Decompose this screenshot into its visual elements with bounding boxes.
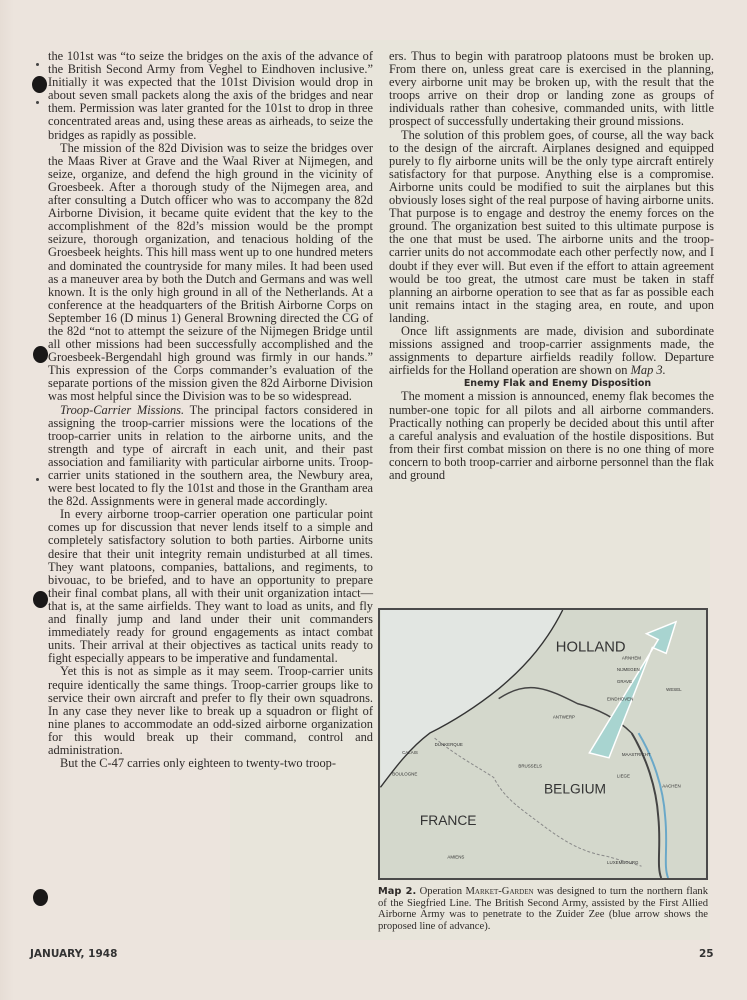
label-city: CALAIS <box>402 749 418 755</box>
label-city: BOULOGNE <box>392 771 418 777</box>
right-column <box>389 50 714 482</box>
paragraph: the 101st was “to seize the bridges on the axis of the advance of the British Second Army from Veghel to Eindhoven inclusive.” Initially it was expected that the 101st Division would drop in about seven small packets along the axis of the bridges and near them. Permission was later granted for the 101st to drop in three concentrated areas and, using these areas as airheads, to seize the bridges as rapidly as possible. <box>48 49 373 142</box>
map-figure <box>378 608 708 880</box>
label-city: LIEGE <box>616 773 630 779</box>
left-column <box>48 50 373 770</box>
label-city: NIJMEGEN <box>616 667 640 673</box>
punch-hole <box>32 76 47 93</box>
paragraph-text: The principal factors considered in assigning the troop-carrier missions were the locations of the troop-carrier units in relation to the airborne units, and the strength and type of aircraft in each unit, and their past association and familiarity with particular airborne units. Troop-carrier units stationed in the southern area, the Newbury area, were best located to fly the 101st and those in the Grantham area the 82d. Assignments were in general made accordingly. <box>48 402 373 509</box>
paragraph: In every airborne troop-carrier operation one particular point comes up for discussion that never lends itself to a simple and completely satisfactory solution to both parties. Airborne units desire that their unit integrity remain undisturbed at all times. They want platoons, companies, battalions, and regiments, to bivouac, to be briefed, and to have an opportunity to prepare their final combat plans, all with their unit organization intact—that is, at the same airfields. They want to load as units, and fly and finally jump and land under their unit commanders immediately ready for ground engagements as intact combat units. Their arrival at their objectives as tactical units ready to fight especially appears to be imperative and fundamental. <box>48 507 373 666</box>
label-city: ANTWERP <box>552 714 575 720</box>
punch-hole <box>33 346 48 363</box>
paragraph: The solution of this problem goes, of course, all the way back to the design of the aircraft. Airplanes designed and equipped purely to fly airborne units will be the only type aircraft entirely satisfactory for that purpose. Anything else is a compromise. Airborne units could be modified to suit the airplanes but this obviously loses sight of the real purpose of having airborne units. That purpose is to engage and destroy the enemy forces on the ground. The organization best suited to this ultimate purpose is the one that must be used. The airborne units and the troop-carrier units do not accommodate each other perfectly now, and I doubt if they ever will. But even if the effort to attain agreement would be too great, the utmost care must be taken in staff planning an airborne operation to see that as far as possible each unit remains intact in the staging area, en route, and upon landing. <box>389 127 714 325</box>
paragraph <box>389 325 714 377</box>
caption-text: was designed to turn the northern flank of the Siegfried Line. The British Second Army, assisted by the First Allied Airborne Army was to penetrate to the Zuider Zee (blue arrow shows the proposed line of advance). <box>378 886 708 932</box>
label-belgium: BELGIUM <box>543 781 607 797</box>
mark-dot <box>36 63 39 66</box>
label-city: BRUSSELS <box>518 763 542 769</box>
label-city: MAASTRICHT <box>621 751 651 757</box>
footer-date: JANUARY, 1948 <box>30 948 118 960</box>
caption-text: Operation <box>416 886 466 897</box>
paragraph: The mission of the 82d Division was to seize the bridges over the Maas River at Grave and the Waal River at Nijmegen, and seize, organize, and defend the high ground in the vicinity of Groesbeek. After a thorough study of the Nijmegen area, and after consulting a Dutch officer who was to accompany the 82d Airborne Division, it became quite evident that the key to the accomplishment of the 82d’s mission would be the prompt seizure, thorough organization, and tenacious holding of the Groesbeek heights. This hill mass went up to one hundred meters and dominated the countryside for many miles. It had been used as a maneuver area by both the Dutch and Germans and was well known. It is the only high ground in all of the Netherlands. At a conference at the headquarters of the British Airborne Corps on September 16 (D minus 1) General Browning directed the CG of the 82d “not to attempt the seizure of the Nijmegen Bridge until all other missions had been successfully accomplished and the Groesbeek-Bergendahl high ground was firmly in our hands.” This expression of the Corps commander’s evaluation of the separate portions of the mission given the 82d Airborne Division was most helpful since the Division was to be so widespread. <box>48 140 373 404</box>
section-heading: Enemy Flak and Enemy Disposition <box>463 378 652 390</box>
mark-dot <box>36 101 39 104</box>
label-city: EINDHOVEN <box>607 696 634 702</box>
label-holland: HOLLAND <box>555 639 626 656</box>
page-number: 25 <box>699 948 714 960</box>
map-reference: Map 3. <box>630 363 666 378</box>
label-city: GRAVE <box>616 678 633 684</box>
label-city: WESEL <box>666 686 682 692</box>
paragraph: The moment a mission is announced, enemy flak becomes the number-one topic for all pilots and all airborne commanders. Practically nothing can properly be decided about this until after a careful analysis and evaluation of the hostile dispositions. But from their first combat mission on there is no one thing of more concern to both troop-carrier and airborne personnel than the flak and ground <box>389 389 714 482</box>
punch-hole <box>33 889 48 906</box>
run-in-heading: Troop-Carrier Missions. <box>60 402 185 417</box>
label-city: ARNHEM <box>621 655 641 661</box>
map-svg <box>380 610 706 878</box>
label-city: AACHEN <box>662 783 681 789</box>
map-caption <box>378 886 708 932</box>
paragraph-text: Once lift assignments are made, division and subordinate missions assigned and troop-carrier assignments made, the assignments to departure airfields readily follow. Departure airfields for the Holland operation are shown on <box>389 323 714 378</box>
operation-name: Market-Garden <box>465 886 534 897</box>
label-city: LUXEMBOURG <box>607 860 639 866</box>
label-city: AMIENS <box>447 854 465 860</box>
label-france: FRANCE <box>419 812 477 828</box>
page-edge <box>0 0 14 1000</box>
punch-hole <box>33 591 48 608</box>
paragraph: ers. Thus to begin with paratroop platoons must be broken up. From there on, unless great care is exercised in the planning, every airborne unit may be broken up, with the result that the troops arrive on their drop or landing zone as groups of individuals rather than cohesive, commanded units, with little prospect of successfully undertaking their ground missions. <box>389 49 714 129</box>
label-city: DUNKERQUE <box>434 741 463 747</box>
paragraph <box>48 404 373 509</box>
paragraph: But the C-47 carries only eighteen to twenty-two troop- <box>60 756 336 771</box>
mark-dot <box>36 478 39 481</box>
caption-lead: Map 2. <box>378 886 417 897</box>
paragraph: Yet this is not as simple as it may seem. Troop-carrier units require identically the same things. Troop-carrier groups like to service their own aircraft and prefer to fly their own squadrons. In any case they never like to break up a squadron or flight of nine planes to accommodate an odd-sized airborne organization for this would break up their command, control and administration. <box>48 664 373 757</box>
